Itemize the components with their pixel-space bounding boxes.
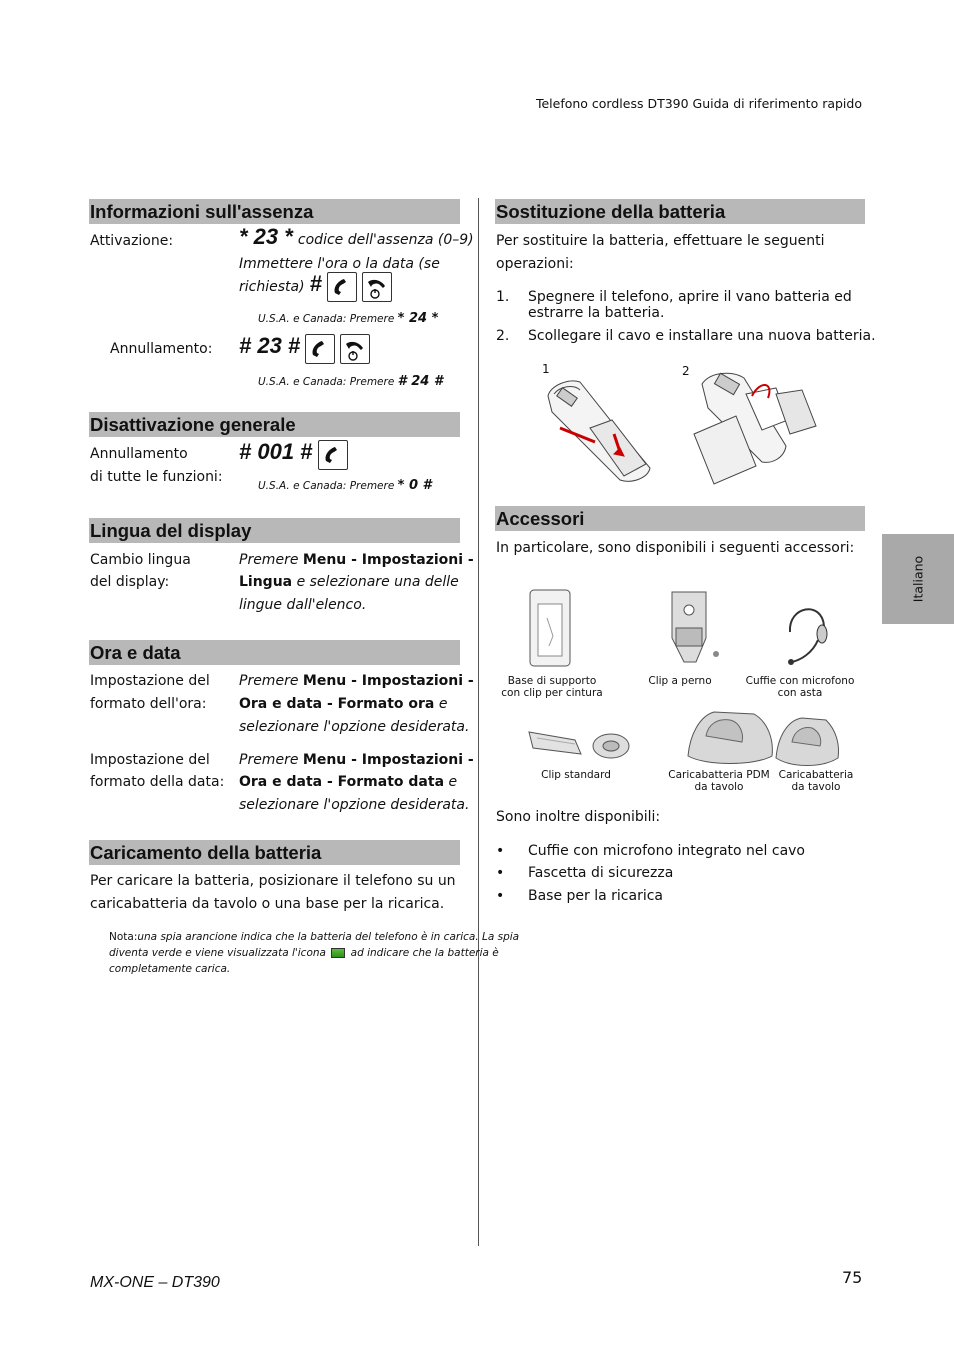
- replace-intro-1: Per sostituire la batteria, effettuare le seguenti: [496, 233, 825, 249]
- usa-note-3-code: * 0 #: [397, 478, 432, 493]
- step-number-1: 1.: [496, 289, 510, 305]
- bullet-dot: •: [496, 843, 505, 859]
- caption-pdm-1: Caricabatteria PDM: [668, 769, 770, 781]
- replace-intro-2: operazioni:: [496, 256, 574, 272]
- charge-note-1: [109, 929, 519, 945]
- activation-line3-text: richiesta): [239, 279, 305, 295]
- caption-cuffie-2: con asta: [777, 687, 823, 699]
- lingua-instr-1: [239, 549, 474, 572]
- battery-replacement-illustration: [540, 368, 840, 486]
- belt-clip-base-illustration: [527, 588, 573, 670]
- page-number: 75: [842, 1268, 863, 1287]
- disable-code: # 001 #: [239, 439, 313, 464]
- lingua-instr-2: [239, 571, 459, 594]
- running-header: Telefono cordless DT390 Guida di riferimento rapido: [535, 96, 862, 111]
- step-text-1: [528, 289, 852, 321]
- step-1-line-2: estrarre la batteria.: [528, 305, 665, 321]
- disable-label-2: di tutte le funzioni:: [90, 469, 223, 485]
- usa-note-3: [258, 478, 432, 493]
- disable-label-1: Annullamento: [90, 446, 188, 462]
- caption-charger-2: da tavolo: [791, 781, 841, 793]
- section-header-caricamento: Caricamento della batteria: [89, 840, 460, 865]
- accessories-intro: In particolare, sono disponibili i seguenti accessori:: [496, 540, 855, 556]
- figure-label-2: 2: [682, 364, 690, 378]
- phone-off-hook-icon: [318, 440, 348, 470]
- activation-line2: Immettere l'ora o la data (se: [239, 256, 440, 272]
- charge-line-1: Per caricare la batteria, posizionare il telefono su un: [90, 873, 456, 889]
- figure-label-1: 1: [542, 362, 550, 376]
- caption-cuffie-1: Cuffie con microfono: [745, 675, 855, 687]
- caption-clip-std: Clip standard: [541, 769, 611, 781]
- step-text-2: Scollegare il cavo e installare una nuova batteria.: [528, 328, 876, 344]
- menu-path: Menu - Impostazioni -: [302, 673, 474, 689]
- lingua-label-1: Cambio lingua: [90, 552, 191, 568]
- cancel-label: Annullamento:: [110, 341, 213, 357]
- ora-instr-2: [239, 693, 447, 716]
- caption-charger-1: Caricabatteria: [778, 769, 854, 781]
- bullet-dot: •: [496, 865, 505, 881]
- standard-clip-illustration: [525, 720, 633, 766]
- charge-line-2: caricabatteria da tavolo o una base per la ricarica.: [90, 896, 445, 912]
- note-label: Nota:: [109, 931, 138, 943]
- hash-symbol: #: [309, 271, 322, 296]
- lingua-rest-1: e selezionare una delle: [296, 574, 459, 590]
- usa-note-2-code: # 24 #: [397, 374, 443, 389]
- data-instr-2: [239, 771, 457, 794]
- usa-note-1-prefix: U.S.A. e Canada: Premere: [258, 313, 395, 325]
- also-available: Sono inoltre disponibili:: [496, 809, 661, 825]
- section-header-disattivazione: Disattivazione generale: [89, 412, 460, 437]
- phone-hang-up-power-icon: [362, 272, 392, 302]
- e-text: e: [438, 696, 448, 712]
- note-text-2a: diventa verde e viene visualizzata l'icona: [109, 947, 326, 959]
- bullet-item-2: Fascetta di sicurezza: [528, 865, 674, 881]
- note-text-1: una spia arancione indica che la batteria del telefono è in carica. La spia: [137, 931, 520, 943]
- usa-note-1: [258, 311, 438, 326]
- data-select: selezionare l'opzione desiderata.: [239, 797, 470, 813]
- activation-line: [239, 224, 474, 252]
- caption-base-clip-1: Base di supporto: [507, 675, 597, 687]
- disable-line: [239, 439, 348, 470]
- step-1-line-1: Spegnere il telefono, aprire il vano batteria ed: [528, 289, 852, 305]
- menu-path: Menu - Impostazioni -: [302, 552, 474, 568]
- caption-cuffie: [742, 675, 858, 699]
- pivot-clip-illustration: [666, 588, 724, 668]
- pdm-desk-charger-illustration: [684, 708, 776, 768]
- bullet-item-1: Cuffie con microfono integrato nel cavo: [528, 843, 805, 859]
- premere-text: Premere: [239, 752, 299, 768]
- phone-off-hook-icon: [327, 272, 357, 302]
- data-instr-1: [239, 749, 474, 772]
- premere-text: Premere: [239, 552, 299, 568]
- language-side-tab: [882, 534, 954, 624]
- caption-charger: [772, 769, 860, 793]
- caption-clip-perno: Clip a perno: [648, 675, 712, 687]
- activation-code: * 23 *: [239, 224, 293, 249]
- column-divider: [478, 198, 479, 1246]
- note-text-2b: ad indicare che la batteria è: [350, 947, 499, 959]
- charge-note-3: completamente carica.: [109, 963, 231, 975]
- lingua-label-2: del display:: [90, 574, 170, 590]
- data-label-1: Impostazione del: [90, 752, 210, 768]
- section-header-accessori: Accessori: [495, 506, 865, 531]
- data-label-2: formato della data:: [90, 774, 225, 790]
- desk-charger-illustration: [772, 714, 840, 770]
- section-header-assenza: Informazioni sull'assenza: [89, 199, 460, 224]
- premere-text: Premere: [239, 673, 299, 689]
- data-path: Ora e data - Formato data: [239, 774, 445, 790]
- ora-label-1: Impostazione del: [90, 673, 210, 689]
- charge-note-2: [109, 945, 499, 961]
- section-header-ora: Ora e data: [89, 640, 460, 665]
- step-number-2: 2.: [496, 328, 510, 344]
- activation-line3: [239, 271, 392, 302]
- phone-hang-up-power-icon: [340, 334, 370, 364]
- section-header-lingua: Lingua del display: [89, 518, 460, 543]
- battery-full-icon: [331, 948, 345, 958]
- bullet-item-3: Base per la ricarica: [528, 888, 664, 904]
- activation-desc: codice dell'assenza (0–9): [297, 232, 474, 248]
- caption-base-clip-2: con clip per cintura: [501, 687, 603, 699]
- caption-pdm: [666, 769, 772, 793]
- ora-instr-1: [239, 670, 474, 693]
- ora-select: selezionare l'opzione desiderata.: [239, 719, 470, 735]
- footer-product: MX-ONE – DT390: [90, 1274, 220, 1291]
- headset-boom-illustration: [782, 596, 830, 668]
- cancel-code: # 23 #: [239, 333, 301, 358]
- lingua-path: Lingua: [239, 574, 293, 590]
- section-header-sostituzione: Sostituzione della batteria: [495, 199, 865, 224]
- activation-label: Attivazione:: [90, 233, 174, 249]
- ora-path: Ora e data - Formato ora: [239, 696, 435, 712]
- side-tab-label: Italiano: [910, 555, 926, 603]
- cancel-line: [239, 333, 370, 364]
- usa-note-3-prefix: U.S.A. e Canada: Premere: [258, 480, 395, 492]
- caption-pdm-2: da tavolo: [694, 781, 744, 793]
- lingua-rest-2: lingue dall'elenco.: [239, 597, 367, 613]
- ora-label-2: formato dell'ora:: [90, 696, 207, 712]
- e-text: e: [448, 774, 458, 790]
- menu-path: Menu - Impostazioni -: [302, 752, 474, 768]
- usa-note-2-prefix: U.S.A. e Canada: Premere: [258, 376, 395, 388]
- phone-off-hook-icon: [305, 334, 335, 364]
- bullet-dot: •: [496, 888, 505, 904]
- usa-note-2: [258, 374, 443, 389]
- caption-base-clip: [498, 675, 606, 699]
- usa-note-1-code: * 24 *: [397, 311, 439, 326]
